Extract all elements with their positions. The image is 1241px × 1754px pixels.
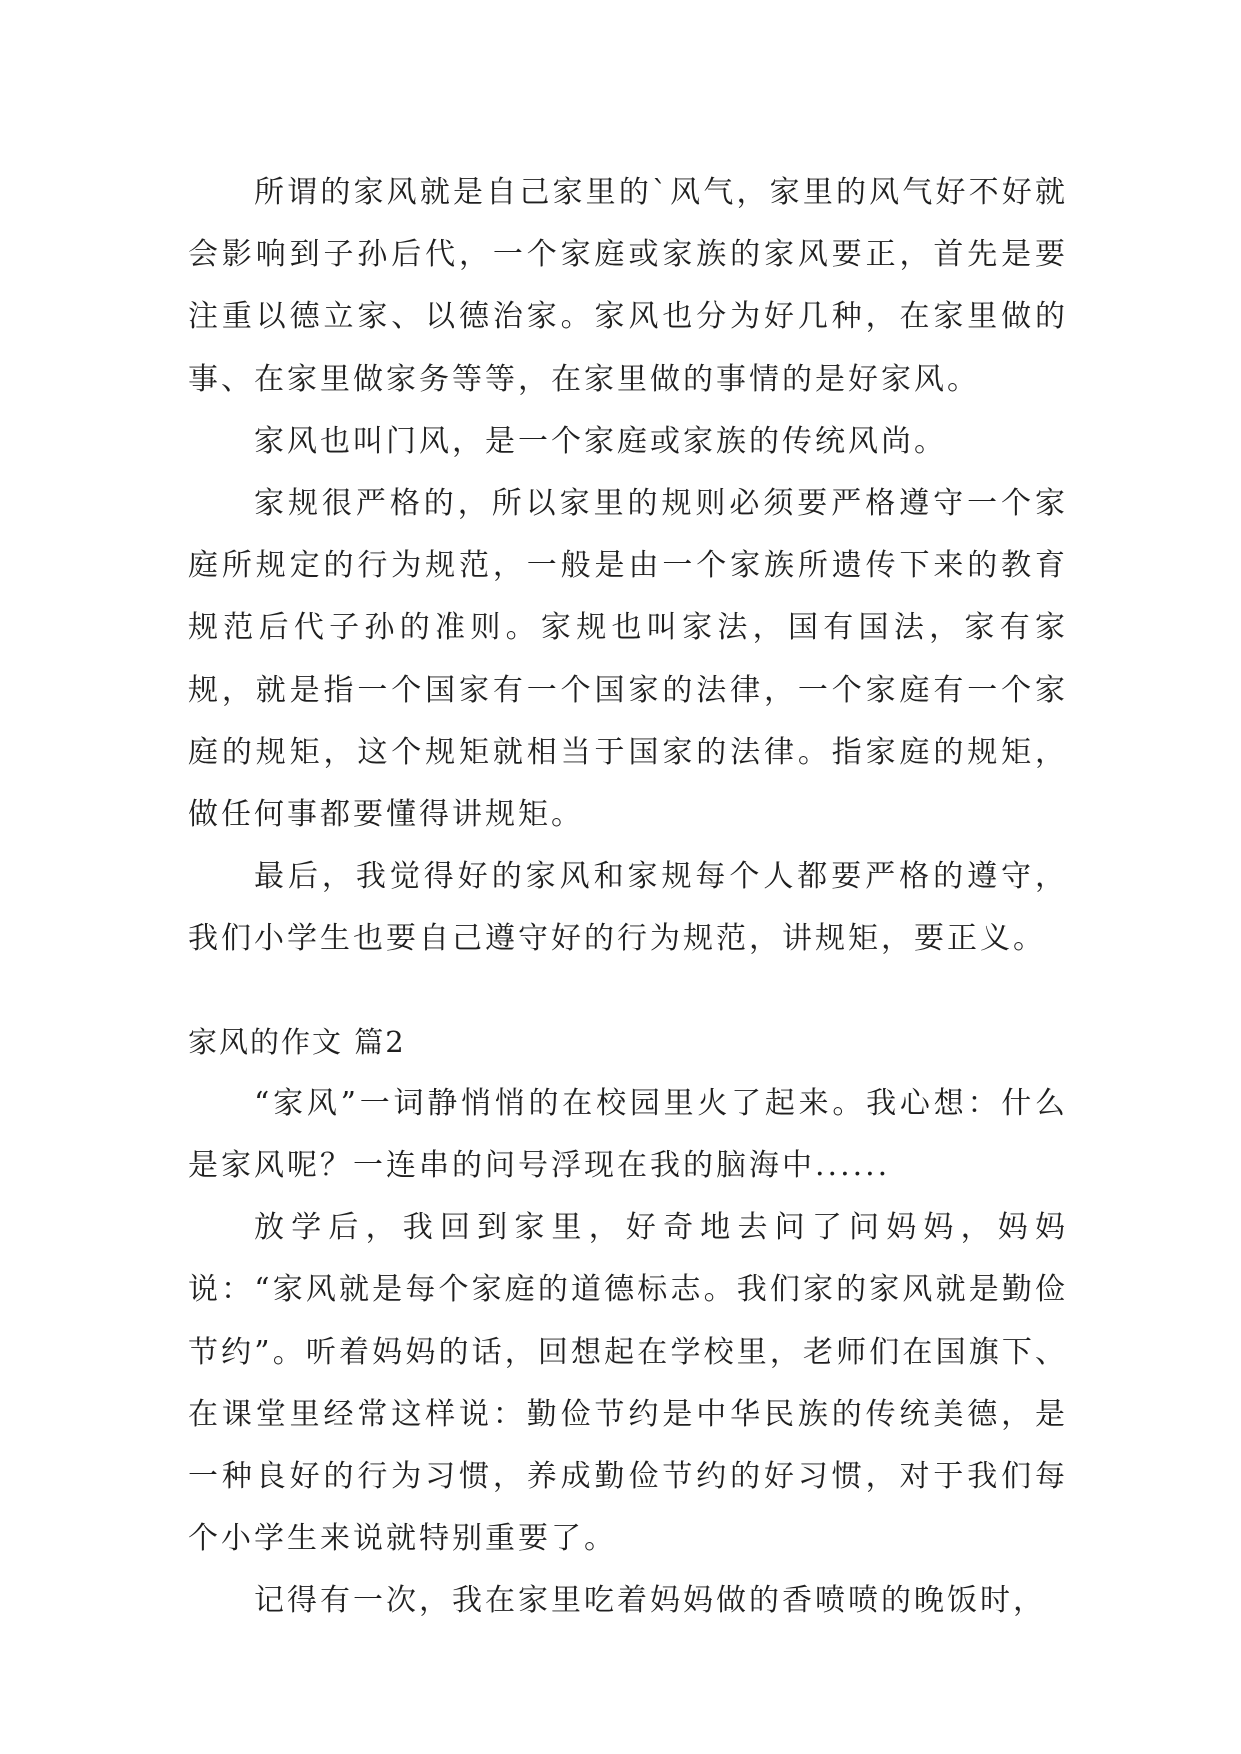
section-heading: 家风的作文 篇2 <box>188 1024 406 1059</box>
paragraph-dinner-memory: 记得有一次，我在家里吃着妈妈做的香喷喷的晚饭时， <box>254 1583 1046 1619</box>
paragraph-conclusion: 最后，我觉得好的家风和家规每个人都要严格的遵守，我们小学生也要自己遵守好的行为规范，讲规矩，要正义。 <box>188 859 1068 957</box>
paragraph-campus-intro: “家风”一词静悄悄的在校园里火了起来。我心想：什么是家风呢？一连串的问号浮现在我的脑海中...... <box>188 1085 1068 1184</box>
document-body <box>188 162 1068 1633</box>
paragraph-family-style-definition: 所谓的家风就是自己家里的`风气，家里的风气好不好就会影响到子孙后代，一个家庭或家族的家风要正，首先是要注重以德立家、以德治家。家风也分为好几种，在家里做的事、在家里做家务等等，在家里做的事情的是好家风。 <box>188 175 1068 397</box>
paragraph-family-rules: 家规很严格的，所以家里的规则必须要严格遵守一个家庭所规定的行为规范，一般是由一个家族所遗传下来的教育规范后代子孙的准则。家规也叫家法，国有国法，家有家规，就是指一个国家有一个国家的法律，一个家庭有一个家庭的规矩，这个规矩就相当于国家的法律。指家庭的规矩，做任何事都要懂得讲规矩。 <box>188 486 1068 833</box>
paragraph-family-style-alias: 家风也叫门风，是一个家庭或家族的传统风尚。 <box>254 423 947 459</box>
paragraph-mother-explains: 放学后，我回到家里，好奇地去问了问妈妈，妈妈说：“家风就是每个家庭的道德标志。我们家的家风就是勤俭节约”。听着妈妈的话，回想起在学校里，老师们在国旗下、在课堂里经常这样说：勤俭节约是中华民族的传统美德，是一种良好的行为习惯，养成勤俭节约的好习惯，对于我们每个小学生来说就特别重要了。 <box>188 1210 1068 1557</box>
